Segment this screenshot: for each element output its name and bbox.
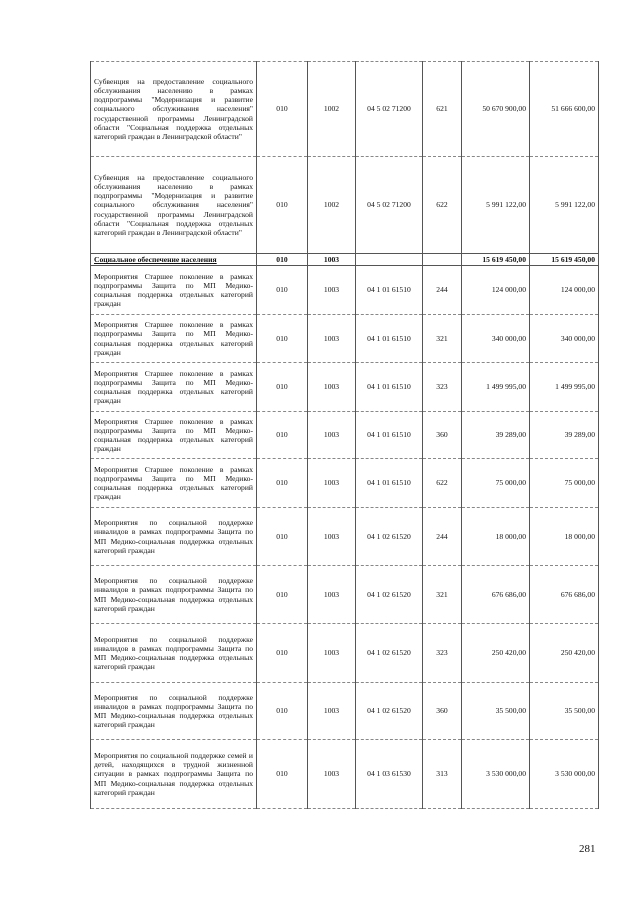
target-article-code: 04 1 01 61510 bbox=[356, 315, 423, 363]
section-code: 1002 bbox=[308, 62, 356, 157]
section-code: 1003 bbox=[308, 508, 356, 566]
table-row bbox=[91, 363, 599, 412]
department-code: 010 bbox=[257, 459, 308, 508]
amount-year-2: 1 499 995,00 bbox=[530, 363, 599, 412]
amount-year-2: 3 530 000,00 bbox=[530, 740, 599, 809]
row-description: Субвенция на предоставление социального обслуживания населению в рамках подпрограммы "Модернизация и развитие социального обслуживания населения" государственной программы Ленинградской области "Социальная поддержка отдельных категорий граждан в Ленинградской области" bbox=[91, 62, 257, 157]
department-code: 010 bbox=[257, 508, 308, 566]
section-code: 1003 bbox=[308, 363, 356, 412]
section-code: 1003 bbox=[308, 740, 356, 809]
amount-year-2: 5 991 122,00 bbox=[530, 157, 599, 254]
amount-year-1: 39 289,00 bbox=[462, 412, 530, 459]
row-description: Мероприятия Старшее поколение в рамках подпрограммы Защита по МП Медико-социальная поддержка отдельных категорий граждан bbox=[91, 363, 257, 412]
section-code: 1003 bbox=[308, 266, 356, 315]
target-article-code: 04 1 02 61520 bbox=[356, 683, 423, 740]
department-code: 010 bbox=[257, 62, 308, 157]
budget-table-section bbox=[90, 61, 598, 809]
amount-year-2: 51 666 600,00 bbox=[530, 62, 599, 157]
amount-year-2: 39 289,00 bbox=[530, 412, 599, 459]
section-code: 1003 bbox=[308, 412, 356, 459]
expense-type-code bbox=[423, 254, 462, 266]
row-description: Мероприятия по социальной поддержке семей и детей, находящихся в трудной жизненной ситуации в рамках подпрограммы Защита по МП Медико-социальная поддержка отдельных категорий граждан bbox=[91, 740, 257, 809]
amount-year-1: 340 000,00 bbox=[462, 315, 530, 363]
expense-type-code: 321 bbox=[423, 315, 462, 363]
target-article-code: 04 1 01 61510 bbox=[356, 363, 423, 412]
section-code: 1003 bbox=[308, 683, 356, 740]
amount-year-1: 250 420,00 bbox=[462, 624, 530, 683]
expense-type-code: 244 bbox=[423, 266, 462, 315]
row-description: Мероприятия Старшее поколение в рамках подпрограммы Защита по МП Медико-социальная поддержка отдельных категорий граждан bbox=[91, 266, 257, 315]
amount-year-1: 124 000,00 bbox=[462, 266, 530, 315]
amount-year-1: 1 499 995,00 bbox=[462, 363, 530, 412]
amount-year-1: 75 000,00 bbox=[462, 459, 530, 508]
section-code: 1003 bbox=[308, 566, 356, 624]
target-article-code: 04 1 01 61510 bbox=[356, 266, 423, 315]
table-row bbox=[91, 508, 599, 566]
department-code: 010 bbox=[257, 683, 308, 740]
section-code: 1003 bbox=[308, 624, 356, 683]
target-article-code: 04 1 03 61530 bbox=[356, 740, 423, 809]
row-description: Субвенция на предоставление социального обслуживания населению в рамках подпрограммы "Модернизация и развитие социального обслуживания населения" государственной программы Ленинградской области "Социальная поддержка отдельных категорий граждан в Ленинградской области" bbox=[91, 157, 257, 254]
expense-type-code: 622 bbox=[423, 157, 462, 254]
section-total-row bbox=[91, 254, 599, 266]
amount-year-2: 124 000,00 bbox=[530, 266, 599, 315]
amount-year-2: 35 500,00 bbox=[530, 683, 599, 740]
expense-type-code: 323 bbox=[423, 363, 462, 412]
amount-year-2: 676 686,00 bbox=[530, 566, 599, 624]
amount-year-1: 3 530 000,00 bbox=[462, 740, 530, 809]
table-row bbox=[91, 412, 599, 459]
section-code: 1003 bbox=[308, 315, 356, 363]
table-row bbox=[91, 266, 599, 315]
table-row bbox=[91, 459, 599, 508]
expense-type-code: 321 bbox=[423, 566, 462, 624]
expense-type-code: 360 bbox=[423, 683, 462, 740]
department-code: 010 bbox=[257, 254, 308, 266]
amount-year-2: 340 000,00 bbox=[530, 315, 599, 363]
amount-year-2: 250 420,00 bbox=[530, 624, 599, 683]
expense-type-code: 621 bbox=[423, 62, 462, 157]
target-article-code bbox=[356, 254, 423, 266]
section-code: 1003 bbox=[308, 459, 356, 508]
row-description: Мероприятия Старшее поколение в рамках подпрограммы Защита по МП Медико-социальная поддержка отдельных категорий граждан bbox=[91, 412, 257, 459]
table-row bbox=[91, 683, 599, 740]
table-row bbox=[91, 157, 599, 254]
target-article-code: 04 5 02 71200 bbox=[356, 62, 423, 157]
amount-year-2: 18 000,00 bbox=[530, 508, 599, 566]
section-code: 1003 bbox=[308, 254, 356, 266]
amount-year-1: 676 686,00 bbox=[462, 566, 530, 624]
amount-year-2: 15 619 450,00 bbox=[530, 254, 599, 266]
row-description: Мероприятия по социальной поддержке инвалидов в рамках подпрограммы Защита по МП Медико-социальная поддержка отдельных категорий граждан bbox=[91, 683, 257, 740]
row-description: Мероприятия Старшее поколение в рамках подпрограммы Защита по МП Медико-социальная поддержка отдельных категорий граждан bbox=[91, 459, 257, 508]
target-article-code: 04 1 02 61520 bbox=[356, 566, 423, 624]
row-description: Социальное обеспечение населения bbox=[91, 254, 257, 266]
department-code: 010 bbox=[257, 315, 308, 363]
department-code: 010 bbox=[257, 740, 308, 809]
table-row bbox=[91, 315, 599, 363]
expense-type-code: 244 bbox=[423, 508, 462, 566]
row-description: Мероприятия по социальной поддержке инвалидов в рамках подпрограммы Защита по МП Медико-социальная поддержка отдельных категорий граждан bbox=[91, 566, 257, 624]
expense-type-code: 360 bbox=[423, 412, 462, 459]
table-row bbox=[91, 566, 599, 624]
expense-type-code: 313 bbox=[423, 740, 462, 809]
page-number: 281 bbox=[579, 843, 596, 855]
department-code: 010 bbox=[257, 624, 308, 683]
row-description: Мероприятия по социальной поддержке инвалидов в рамках подпрограммы Защита по МП Медико-социальная поддержка отдельных категорий граждан bbox=[91, 508, 257, 566]
table-row bbox=[91, 62, 599, 157]
target-article-code: 04 1 01 61510 bbox=[356, 412, 423, 459]
target-article-code: 04 5 02 71200 bbox=[356, 157, 423, 254]
expense-type-code: 622 bbox=[423, 459, 462, 508]
amount-year-1: 15 619 450,00 bbox=[462, 254, 530, 266]
table-row bbox=[91, 624, 599, 683]
department-code: 010 bbox=[257, 266, 308, 315]
expense-type-code: 323 bbox=[423, 624, 462, 683]
row-description: Мероприятия Старшее поколение в рамках подпрограммы Защита по МП Медико-социальная поддержка отдельных категорий граждан bbox=[91, 315, 257, 363]
target-article-code: 04 1 02 61520 bbox=[356, 508, 423, 566]
target-article-code: 04 1 02 61520 bbox=[356, 624, 423, 683]
row-description: Мероприятия по социальной поддержке инвалидов в рамках подпрограммы Защита по МП Медико-социальная поддержка отдельных категорий граждан bbox=[91, 624, 257, 683]
amount-year-1: 35 500,00 bbox=[462, 683, 530, 740]
budget-table bbox=[90, 61, 599, 809]
section-code: 1002 bbox=[308, 157, 356, 254]
department-code: 010 bbox=[257, 412, 308, 459]
amount-year-2: 75 000,00 bbox=[530, 459, 599, 508]
amount-year-1: 18 000,00 bbox=[462, 508, 530, 566]
department-code: 010 bbox=[257, 363, 308, 412]
department-code: 010 bbox=[257, 157, 308, 254]
amount-year-1: 5 991 122,00 bbox=[462, 157, 530, 254]
target-article-code: 04 1 01 61510 bbox=[356, 459, 423, 508]
department-code: 010 bbox=[257, 566, 308, 624]
amount-year-1: 50 670 900,00 bbox=[462, 62, 530, 157]
table-row bbox=[91, 740, 599, 809]
